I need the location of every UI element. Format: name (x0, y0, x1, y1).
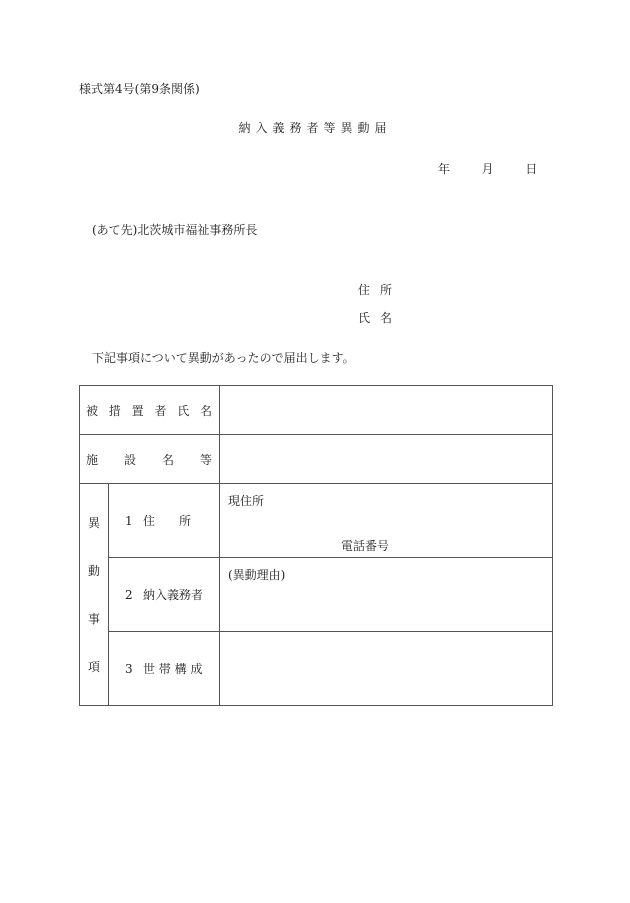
form-number: 様式第4号(第9条関係) (79, 82, 200, 96)
date-day: 日 (525, 162, 538, 176)
table-row (80, 484, 553, 558)
item-payer-label: 2 納入義務者 (109, 558, 220, 632)
addressee: (あて先)北茨城市福祉事務所長 (92, 223, 258, 237)
item-address-field[interactable] (220, 484, 553, 558)
submitter-address-label: 住所 (358, 283, 403, 297)
change-items-label: 異 動 事 項 (80, 484, 109, 706)
item-household-field[interactable] (220, 632, 553, 706)
item-address-label: 1 住 所 (109, 484, 220, 558)
current-address-label: 現住所 (228, 494, 265, 508)
placed-person-name-label: 被 措 置 者 氏 名 (80, 386, 220, 435)
table-row (80, 632, 553, 706)
table-row (80, 386, 553, 435)
intro-text: 下記事項について異動があったので届出します。 (92, 351, 355, 365)
item-household-label: 3 世 帯 構 成 (109, 632, 220, 706)
item-payer-field[interactable] (220, 558, 553, 632)
change-form-table (79, 385, 553, 706)
date-month: 月 (481, 162, 494, 176)
table-row (80, 435, 553, 484)
date-line (438, 160, 537, 177)
phone-number-label: 電話番号 (341, 539, 390, 553)
table-row (80, 558, 553, 632)
date-year: 年 (438, 162, 451, 176)
change-reason-label: (異動理由) (228, 568, 286, 582)
document-title: 納入義務者等異動届 (238, 121, 392, 135)
placed-person-name-field[interactable] (220, 386, 553, 435)
facility-name-field[interactable] (220, 435, 553, 484)
submitter-name-label: 氏名 (358, 311, 403, 325)
facility-name-label: 施 設 名 等 (80, 435, 220, 484)
